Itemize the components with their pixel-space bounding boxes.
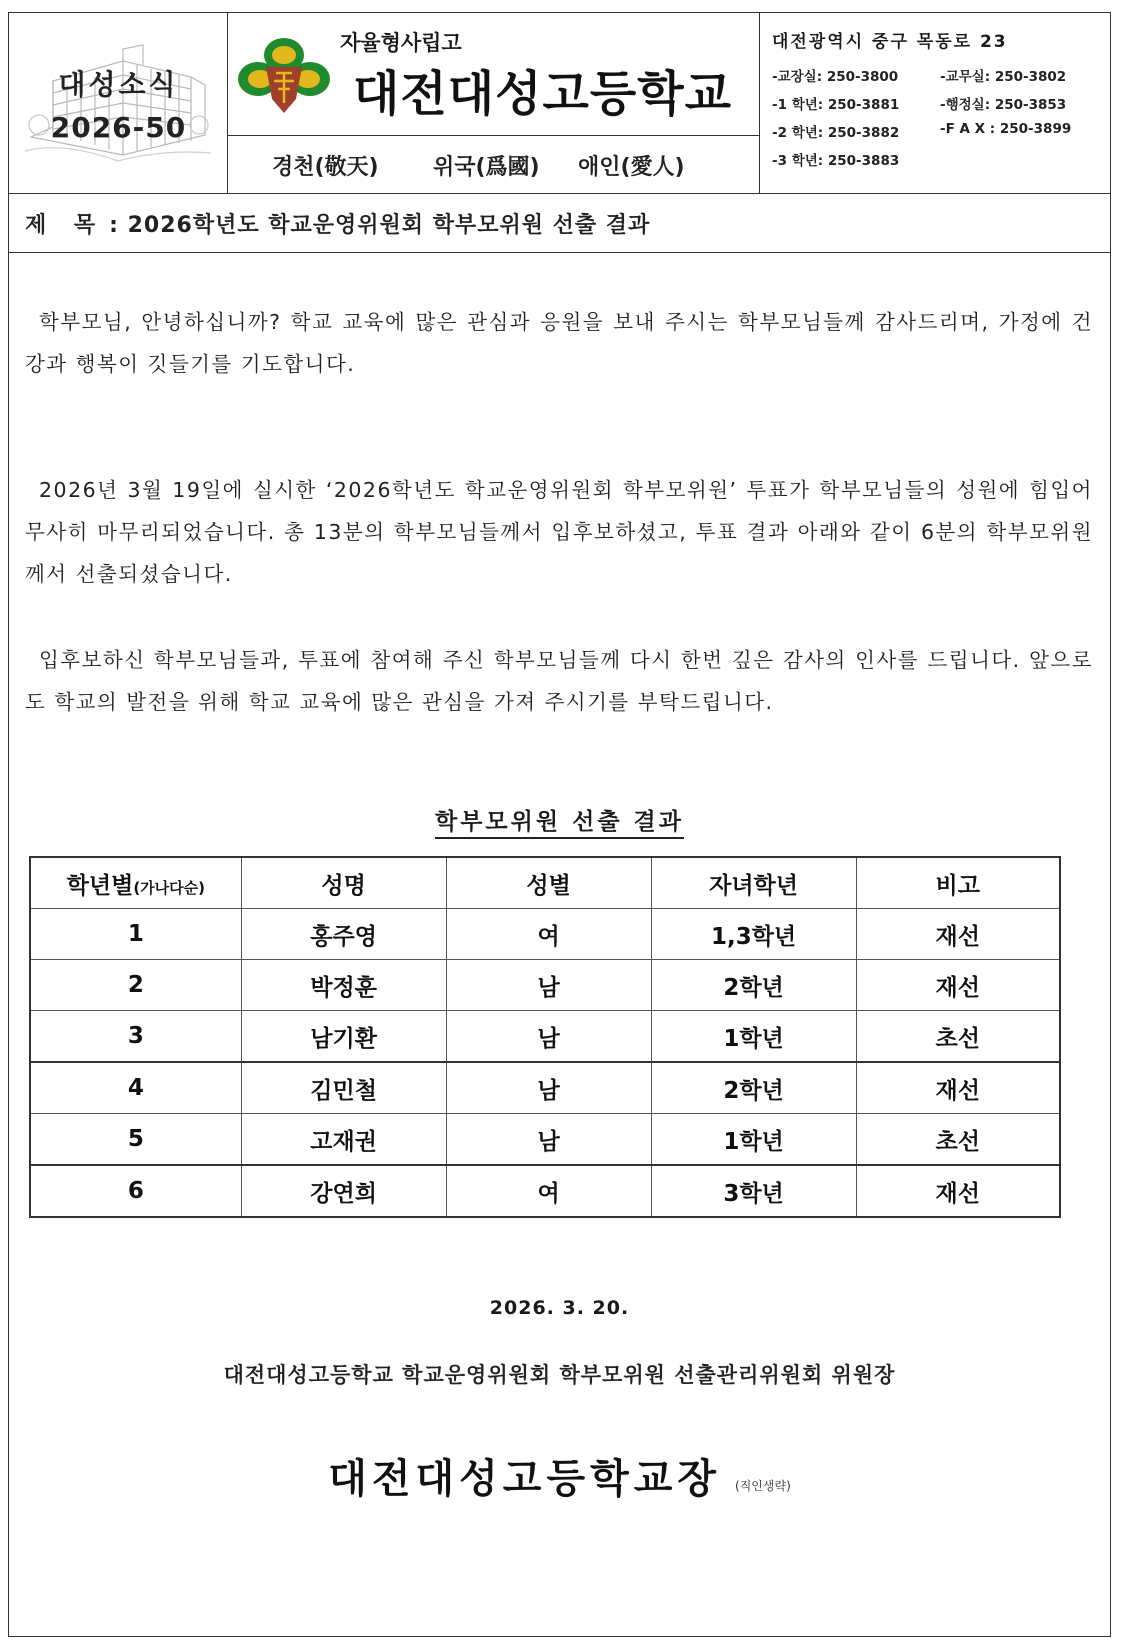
results-table bbox=[29, 856, 1061, 1218]
contact-item bbox=[940, 149, 1108, 177]
column-header-order: 학년별(가나다순) bbox=[30, 857, 241, 909]
letterhead bbox=[9, 13, 1110, 194]
motto-item: 경천(敬天) bbox=[272, 155, 379, 180]
column-header-name: 성명 bbox=[241, 857, 446, 909]
body-paragraph: 입후보하신 학부모님들과, 투표에 참여해 주신 학부모님들께 다시 한번 깊은 감사의 인사를 드립니다. 앞으로도 학교의 발전을 위해 학교 교육에 많은 관심을 가져 주시기를 부탁드립니다. bbox=[25, 648, 1093, 714]
table-row: 4 김민철 남 2학년 재선 bbox=[30, 1062, 1060, 1114]
contact-item: -교무실: 250-3802 bbox=[940, 69, 1067, 85]
contact-row bbox=[772, 121, 1108, 149]
contact-row bbox=[772, 149, 1108, 177]
column-header-child-grade: 자녀학년 bbox=[651, 857, 856, 909]
contact-item: -F A X : 250-3899 bbox=[940, 121, 1072, 137]
school-motto bbox=[228, 135, 760, 193]
table-header-row bbox=[30, 857, 1060, 909]
table-row: 3 남기환 남 1학년 초선 bbox=[30, 1011, 1060, 1063]
school-emblem-icon bbox=[236, 33, 332, 119]
principal-title: 대전대성고등학교장 bbox=[328, 1456, 722, 1502]
column-header-gender: 성별 bbox=[446, 857, 651, 909]
table-row: 5 고재권 남 1학년 초선 bbox=[30, 1114, 1060, 1166]
principal-signature bbox=[9, 1447, 1110, 1504]
body-paragraph: 2026년 3월 19일에 실시한 ‘2026학년도 학교운영위원회 학부모위원’ 투표가 학부모님들의 성원에 힘입어 무사히 마무리되었습니다. 총 13분의 학부모님들께서 입후보하셨고, 투표 결과 아래와 같이 6분의 학부모위원께서 선출되셨습니다. bbox=[25, 478, 1093, 586]
school-building-icon bbox=[23, 41, 213, 166]
subject-text: : 2026학년도 학교운영위원회 학부모위원 선출 결과 bbox=[109, 213, 651, 238]
table-row: 6 강연희 여 3학년 재선 bbox=[30, 1165, 1060, 1217]
body-paragraph: 학부모님, 안녕하십니까? 학교 교육에 많은 관심과 응원을 보내 주시는 학부모님들께 감사드리며, 가정에 건강과 행복이 깃들기를 기도합니다. bbox=[25, 310, 1093, 376]
contact-row bbox=[772, 93, 1108, 121]
school-subtitle: 자율형사립고 bbox=[340, 31, 462, 55]
contact-item: -3 학년: 250-3883 bbox=[772, 153, 900, 169]
contact-item: -2 학년: 250-3882 bbox=[772, 125, 900, 141]
contact-item: -교장실: 250-3800 bbox=[772, 69, 899, 85]
motto-item: 애인(愛人) bbox=[578, 155, 685, 180]
official-letter bbox=[8, 12, 1111, 1637]
table-title: 학부모위원 선출 결과 bbox=[9, 803, 1110, 836]
table-row: 2 박정훈 남 2학년 재선 bbox=[30, 960, 1060, 1011]
issue-number: 2026-50 bbox=[50, 111, 187, 144]
issue-label: 대성소식 bbox=[58, 68, 179, 101]
issue-date: 2026. 3. 20. bbox=[489, 1297, 630, 1319]
subject-line bbox=[9, 193, 1110, 253]
subject-label: 제 목 bbox=[25, 213, 106, 238]
contact-item: -행정실: 250-3853 bbox=[940, 97, 1067, 113]
seal-note: (직인생략) bbox=[735, 1479, 791, 1493]
contact-item: -1 학년: 250-3881 bbox=[772, 97, 900, 113]
column-header-note: 비고 bbox=[856, 857, 1060, 909]
issue-box bbox=[9, 13, 228, 193]
contact-row bbox=[772, 65, 1108, 93]
motto-item: 위국(爲國) bbox=[433, 155, 540, 180]
school-name: 대전대성고등학교 bbox=[353, 66, 732, 122]
table-row: 1 홍주영 여 1,3학년 재선 bbox=[30, 909, 1060, 960]
school-address: 대전광역시 중구 목동로 23 bbox=[772, 32, 1008, 52]
contact-list bbox=[772, 65, 1108, 177]
contact-box bbox=[760, 13, 1110, 193]
school-title-box bbox=[228, 13, 760, 193]
committee-signature: 대전대성고등학교 학교운영위원회 학부모위원 선출관리위원회 위원장 bbox=[223, 1363, 896, 1387]
